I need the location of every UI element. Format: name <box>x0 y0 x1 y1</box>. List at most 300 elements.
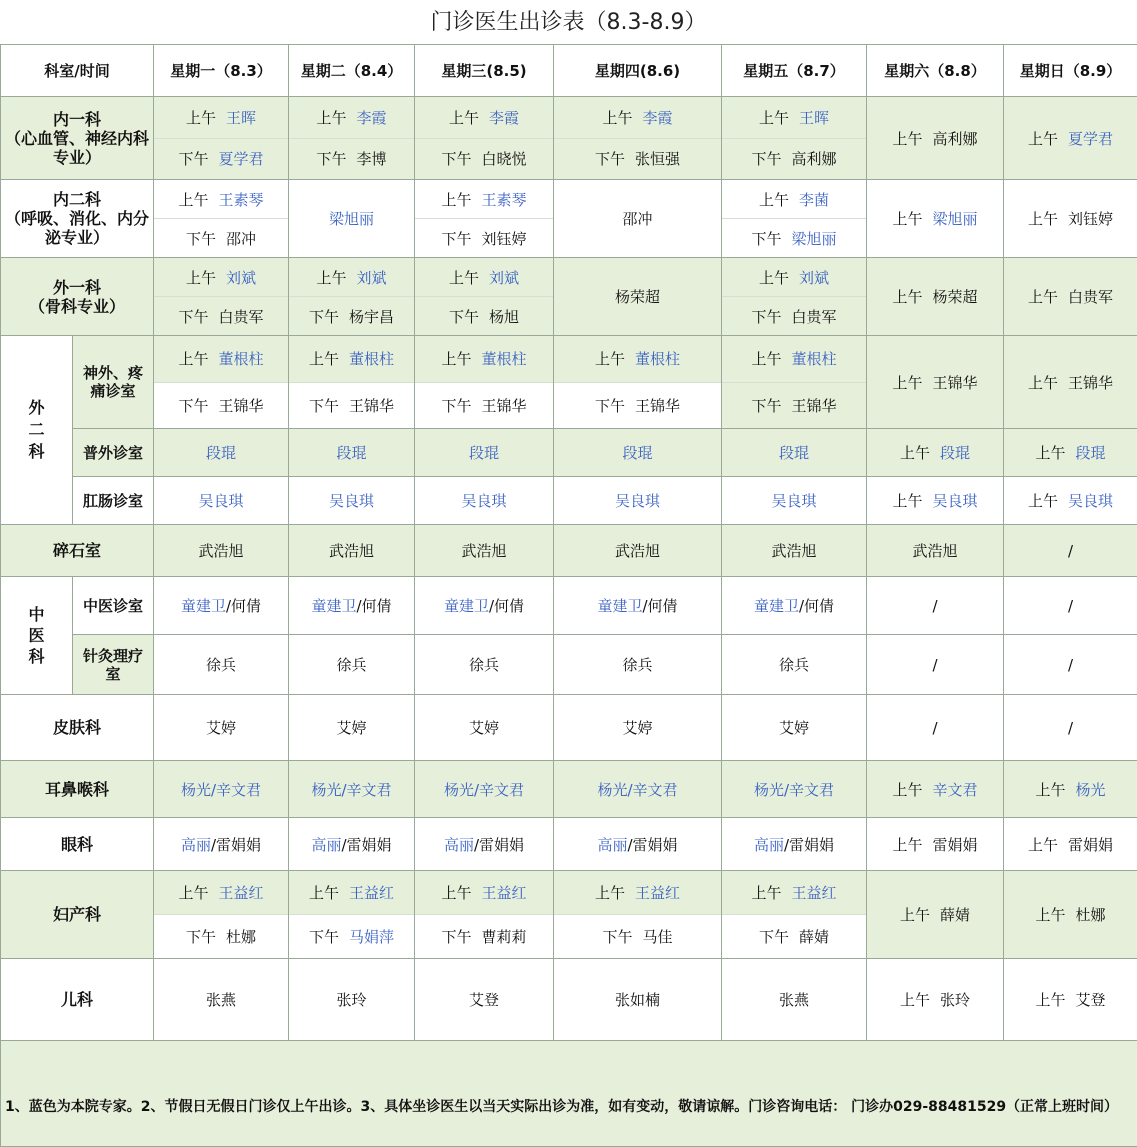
cell-text: 薛婧 <box>799 926 829 947</box>
cell-text: 辛文君 <box>479 781 524 799</box>
row-zhenjiu <box>1 635 1137 695</box>
cell-text: 徐兵 <box>623 656 653 674</box>
row-erbi <box>1 761 1137 818</box>
cell-text: 梁旭丽 <box>329 210 374 228</box>
schedule-cell <box>415 818 554 871</box>
cell-text: / <box>932 656 937 674</box>
cell-text: 张玲 <box>337 991 367 1009</box>
header-thu: 星期四(8.6) <box>554 45 722 97</box>
cell-text: 上午 <box>893 286 923 307</box>
cell-text: 吴良琪 <box>1068 492 1113 510</box>
session-slot <box>722 871 866 915</box>
cell-text: 上午 <box>449 267 479 288</box>
cell-text: 童建卫 <box>444 597 489 615</box>
dept-suishi: 碎石室 <box>1 525 154 577</box>
cell-text: 杜娜 <box>226 926 256 947</box>
schedule-cell <box>722 635 867 695</box>
cell-text: / <box>474 836 479 854</box>
session-slot <box>289 97 414 139</box>
schedule-cell <box>289 959 415 1041</box>
cell-text: 童建卫 <box>311 597 356 615</box>
cell-text: 王锦华 <box>219 395 264 416</box>
cell-text: 上午 <box>595 348 625 369</box>
schedule-cell <box>289 97 415 180</box>
session-slot <box>722 383 866 429</box>
session-slot <box>154 915 288 958</box>
schedule-cell <box>1004 959 1137 1041</box>
cell-text: 上午 <box>179 882 209 903</box>
dept-nei1: 内一科 （心血管、神经内科专业） <box>1 97 154 180</box>
schedule-cell <box>1004 180 1137 258</box>
schedule-cell <box>554 180 722 258</box>
session-cell <box>722 97 866 179</box>
cell-text: 杨荣超 <box>615 288 660 306</box>
session-cell <box>289 336 414 428</box>
cell-text: 上午 <box>752 348 782 369</box>
cell-text: 艾登 <box>469 991 499 1009</box>
schedule-cell <box>554 336 722 429</box>
cell-text: 徐兵 <box>779 656 809 674</box>
cell-text: / <box>474 781 479 799</box>
cell-text: 上午 <box>442 189 472 210</box>
session-cell <box>154 97 288 179</box>
cell-text: 王锦华 <box>635 395 680 416</box>
session-slot <box>415 297 553 335</box>
cell-text: 张燕 <box>206 991 236 1009</box>
cell-text: / <box>341 781 346 799</box>
session-slot <box>154 383 288 429</box>
cell-text: 童建卫 <box>597 597 642 615</box>
cell-text: 雷娟娟 <box>479 836 524 854</box>
schedule-cell <box>867 97 1004 180</box>
schedule-cell <box>289 635 415 695</box>
cell-text: 杨光 <box>1076 781 1106 799</box>
cell-text: 上午 <box>442 882 472 903</box>
schedule-cell <box>415 429 554 477</box>
session-slot <box>154 336 288 383</box>
cell-text: 上午 <box>893 779 923 800</box>
cell-text: 下午 <box>179 306 209 327</box>
schedule-cell <box>867 336 1004 429</box>
cell-text: 下午 <box>759 926 789 947</box>
cell-text: 下午 <box>186 228 216 249</box>
session-cell <box>554 871 721 958</box>
schedule-cell <box>554 959 722 1041</box>
cell-text: 下午 <box>309 926 339 947</box>
schedule-cell <box>154 97 289 180</box>
cell-text: 下午 <box>595 395 625 416</box>
schedule-table <box>0 44 1137 1147</box>
cell-text: 辛文君 <box>347 781 392 799</box>
cell-text: 段琨 <box>940 444 970 462</box>
cell-text: 刘斌 <box>357 267 387 288</box>
cell-text: 上午 <box>186 107 216 128</box>
cell-text: 吴良琪 <box>329 492 374 510</box>
row-note <box>1 1041 1137 1147</box>
session-slot <box>289 915 414 958</box>
cell-text: 童建卫 <box>754 597 799 615</box>
cell-text: 高丽 <box>597 836 627 854</box>
schedule-cell <box>415 97 554 180</box>
schedule-cell <box>154 258 289 336</box>
row-fuchan <box>1 871 1137 959</box>
cell-text: 上午 <box>309 348 339 369</box>
schedule-cell <box>289 761 415 818</box>
session-slot <box>154 139 288 180</box>
cell-text: 王晖 <box>226 107 256 128</box>
schedule-cell <box>554 429 722 477</box>
cell-text: 王益红 <box>219 882 264 903</box>
cell-text: 马娟萍 <box>349 926 394 947</box>
schedule-cell <box>554 635 722 695</box>
cell-text: 下午 <box>179 148 209 169</box>
cell-text: 上午 <box>893 208 923 229</box>
session-slot <box>415 97 553 139</box>
session-slot <box>415 336 553 383</box>
cell-text: 下午 <box>179 395 209 416</box>
session-slot <box>415 258 553 297</box>
cell-text: 上午 <box>900 904 930 925</box>
cell-text: 刘斌 <box>489 267 519 288</box>
cell-text: / <box>1068 656 1073 674</box>
cell-text: 徐兵 <box>469 656 499 674</box>
cell-text: 上午 <box>317 107 347 128</box>
schedule-cell <box>722 871 867 959</box>
cell-text: 下午 <box>442 395 472 416</box>
cell-text: 徐兵 <box>337 656 367 674</box>
schedule-cell <box>154 525 289 577</box>
cell-text: 雷娟娟 <box>633 836 678 854</box>
session-slot <box>415 915 553 958</box>
schedule-cell <box>1004 258 1137 336</box>
cell-text: 艾婷 <box>206 719 236 737</box>
cell-text: 上午 <box>1028 372 1058 393</box>
cell-text: 上午 <box>900 442 930 463</box>
cell-text: 段琨 <box>206 444 236 462</box>
cell-text: 董根柱 <box>349 348 394 369</box>
cell-text: / <box>642 597 647 615</box>
cell-text: / <box>211 836 216 854</box>
row-pifu <box>1 695 1137 761</box>
session-cell <box>722 258 866 335</box>
session-slot <box>722 915 866 958</box>
cell-text: 吴良琪 <box>462 492 507 510</box>
cell-text: 段琨 <box>337 444 367 462</box>
cell-text: 刘斌 <box>799 267 829 288</box>
schedule-cell <box>1004 577 1137 635</box>
schedule-cell <box>722 959 867 1041</box>
session-cell <box>415 258 553 335</box>
cell-text: 段琨 <box>469 444 499 462</box>
schedule-cell <box>722 429 867 477</box>
schedule-cell <box>722 761 867 818</box>
cell-text: 吴良琪 <box>199 492 244 510</box>
session-slot <box>722 139 866 180</box>
cell-text: 刘斌 <box>226 267 256 288</box>
cell-text: 上午 <box>1028 834 1058 855</box>
schedule-cell <box>289 695 415 761</box>
session-slot <box>722 180 866 219</box>
cell-text: 上午 <box>1036 904 1066 925</box>
session-slot <box>289 258 414 297</box>
session-slot <box>415 383 553 429</box>
cell-text: 高丽 <box>754 836 784 854</box>
cell-text: 杨光 <box>444 781 474 799</box>
session-slot <box>415 139 553 180</box>
schedule-cell <box>867 871 1004 959</box>
schedule-cell <box>415 959 554 1041</box>
page-title: 门诊医生出诊表（8.3-8.9） <box>0 0 1137 44</box>
schedule-cell <box>722 695 867 761</box>
session-cell <box>554 97 721 179</box>
cell-text: 杨光 <box>754 781 784 799</box>
cell-text: 艾婷 <box>779 719 809 737</box>
dept-yan: 眼科 <box>1 818 154 871</box>
cell-text: 杜娜 <box>1076 906 1106 924</box>
row-nei2 <box>1 180 1137 258</box>
session-slot <box>289 336 414 383</box>
cell-text: 上午 <box>1036 442 1066 463</box>
cell-text: 何倩 <box>648 597 678 615</box>
schedule-cell <box>554 871 722 959</box>
cell-text: 段琨 <box>1076 444 1106 462</box>
schedule-cell <box>554 818 722 871</box>
schedule-cell <box>154 959 289 1041</box>
cell-text: 白贵军 <box>1068 288 1113 306</box>
header-dept-time: 科室/时间 <box>1 45 154 97</box>
session-slot <box>722 297 866 335</box>
cell-text: 张如楠 <box>615 991 660 1009</box>
cell-text: 艾婷 <box>623 719 653 737</box>
dept-zhongyi: 中医科 <box>1 577 73 695</box>
schedule-cell <box>415 525 554 577</box>
cell-text: 董根柱 <box>482 348 527 369</box>
cell-text: 王锦华 <box>349 395 394 416</box>
cell-text: 雷娟娟 <box>216 836 261 854</box>
cell-text: 下午 <box>442 148 472 169</box>
session-cell <box>722 336 866 428</box>
cell-text: 下午 <box>752 148 782 169</box>
cell-text: / <box>932 719 937 737</box>
session-cell <box>554 336 721 428</box>
cell-text: / <box>799 597 804 615</box>
schedule-cell <box>554 477 722 525</box>
cell-text: 上午 <box>752 882 782 903</box>
schedule-cell <box>554 525 722 577</box>
schedule-cell <box>867 959 1004 1041</box>
cell-text: 艾登 <box>1076 991 1106 1009</box>
cell-text: / <box>356 597 361 615</box>
session-cell <box>154 258 288 335</box>
cell-text: 刘钰婷 <box>482 228 527 249</box>
cell-text: 雷娟娟 <box>1068 836 1113 854</box>
schedule-cell <box>722 97 867 180</box>
schedule-cell <box>289 429 415 477</box>
schedule-cell <box>289 525 415 577</box>
cell-text: 薛婧 <box>940 906 970 924</box>
cell-text: 上午 <box>1028 490 1058 511</box>
cell-text: 李博 <box>357 148 387 169</box>
cell-text: 王益红 <box>349 882 394 903</box>
cell-text: 武浩旭 <box>772 542 817 560</box>
cell-text: 辛文君 <box>633 781 678 799</box>
cell-text: 段琨 <box>779 444 809 462</box>
cell-text: 李霞 <box>643 107 673 128</box>
cell-text: / <box>784 836 789 854</box>
cell-text: 李霞 <box>357 107 387 128</box>
cell-text: 白贵军 <box>792 306 837 327</box>
cell-text: 夏学君 <box>1068 130 1113 148</box>
session-cell <box>289 258 414 335</box>
schedule-cell <box>415 577 554 635</box>
schedule-cell <box>154 180 289 258</box>
session-slot <box>289 297 414 335</box>
cell-text: 下午 <box>309 306 339 327</box>
schedule-cell <box>1004 97 1137 180</box>
schedule-cell <box>1004 525 1137 577</box>
session-slot <box>154 97 288 139</box>
session-slot <box>722 258 866 297</box>
dept-fuchan: 妇产科 <box>1 871 154 959</box>
cell-text: 董根柱 <box>792 348 837 369</box>
session-cell <box>154 336 288 428</box>
schedule-cell <box>415 258 554 336</box>
session-slot <box>722 219 866 257</box>
cell-text: 何倩 <box>494 597 524 615</box>
cell-text: 下午 <box>595 148 625 169</box>
schedule-cell <box>289 258 415 336</box>
session-slot <box>415 871 553 915</box>
cell-text: 武浩旭 <box>913 542 958 560</box>
schedule-cell <box>289 180 415 258</box>
row-nei1 <box>1 97 1137 180</box>
cell-text: 吴良琪 <box>615 492 660 510</box>
cell-text: 上午 <box>1036 779 1066 800</box>
cell-text: 夏学君 <box>219 148 264 169</box>
cell-text: 邵冲 <box>623 210 653 228</box>
schedule-cell <box>289 577 415 635</box>
schedule-cell <box>722 180 867 258</box>
dept-pifu: 皮肤科 <box>1 695 154 761</box>
session-slot <box>415 219 553 257</box>
cell-text: 王锦华 <box>792 395 837 416</box>
cell-text: / <box>489 597 494 615</box>
session-slot <box>154 871 288 915</box>
cell-text: / <box>1068 719 1073 737</box>
schedule-cell <box>415 635 554 695</box>
dept-wai2: 外二科 <box>1 336 73 525</box>
session-slot <box>154 258 288 297</box>
cell-text: 高丽 <box>444 836 474 854</box>
session-cell <box>289 871 414 958</box>
schedule-cell <box>722 577 867 635</box>
cell-text: 上午 <box>759 189 789 210</box>
schedule-cell <box>289 871 415 959</box>
schedule-cell <box>722 818 867 871</box>
schedule-cell <box>867 635 1004 695</box>
dept-zhongyi-clinic: 中医诊室 <box>73 577 154 635</box>
header-tue: 星期二（8.4） <box>289 45 415 97</box>
cell-text: 下午 <box>752 306 782 327</box>
cell-text: 白贵军 <box>219 306 264 327</box>
cell-text: 杨光 <box>181 781 211 799</box>
session-cell <box>722 180 866 257</box>
cell-text: 上午 <box>900 989 930 1010</box>
cell-text: 下午 <box>309 395 339 416</box>
cell-text: 王锦华 <box>1068 374 1113 392</box>
session-cell <box>415 871 553 958</box>
row-wai1 <box>1 258 1137 336</box>
schedule-cell <box>1004 336 1137 429</box>
row-er <box>1 959 1137 1041</box>
cell-text: 雷娟娟 <box>933 836 978 854</box>
schedule-cell <box>415 336 554 429</box>
session-slot <box>415 180 553 219</box>
cell-text: 何倩 <box>231 597 261 615</box>
header-sun: 星期日（8.9） <box>1004 45 1137 97</box>
schedule-cell <box>867 477 1004 525</box>
cell-text: 上午 <box>893 128 923 149</box>
cell-text: 艾婷 <box>469 719 499 737</box>
cell-text: / <box>627 781 632 799</box>
cell-text: 董根柱 <box>635 348 680 369</box>
schedule-cell <box>867 761 1004 818</box>
cell-text: 梁旭丽 <box>933 210 978 228</box>
cell-text: 上午 <box>759 107 789 128</box>
schedule-cell <box>154 577 289 635</box>
cell-text: / <box>1068 597 1073 615</box>
schedule-cell <box>867 577 1004 635</box>
cell-text: 武浩旭 <box>615 542 660 560</box>
dept-wai2-puwai: 普外诊室 <box>73 429 154 477</box>
row-wai2-puwai <box>1 429 1137 477</box>
schedule-cell <box>1004 871 1137 959</box>
row-zhongyi-clinic <box>1 577 1137 635</box>
session-slot <box>289 383 414 429</box>
cell-text: 杨旭 <box>489 306 519 327</box>
session-slot <box>289 139 414 180</box>
schedule-cell <box>289 477 415 525</box>
cell-text: 杨宇昌 <box>349 306 394 327</box>
cell-text: 李霞 <box>489 107 519 128</box>
cell-text: 王益红 <box>635 882 680 903</box>
cell-text: 董根柱 <box>219 348 264 369</box>
schedule-cell <box>554 97 722 180</box>
cell-text: 上午 <box>595 882 625 903</box>
cell-text: 梁旭丽 <box>792 228 837 249</box>
cell-text: 上午 <box>759 267 789 288</box>
session-slot <box>289 871 414 915</box>
schedule-cell <box>722 525 867 577</box>
schedule-cell <box>289 818 415 871</box>
session-cell <box>289 97 414 179</box>
header-fri: 星期五（8.7） <box>722 45 867 97</box>
cell-text: 上午 <box>449 107 479 128</box>
cell-text: 辛文君 <box>789 781 834 799</box>
schedule-cell <box>1004 477 1137 525</box>
schedule-cell <box>554 577 722 635</box>
session-slot <box>154 180 288 219</box>
cell-text: 邵冲 <box>226 228 256 249</box>
cell-text: 上午 <box>442 348 472 369</box>
session-slot <box>154 297 288 335</box>
cell-text: 段琨 <box>623 444 653 462</box>
cell-text: 上午 <box>1028 208 1058 229</box>
cell-text: 张恒强 <box>635 148 680 169</box>
cell-text: 上午 <box>1036 989 1066 1010</box>
cell-text: 上午 <box>893 372 923 393</box>
cell-text: 童建卫 <box>181 597 226 615</box>
